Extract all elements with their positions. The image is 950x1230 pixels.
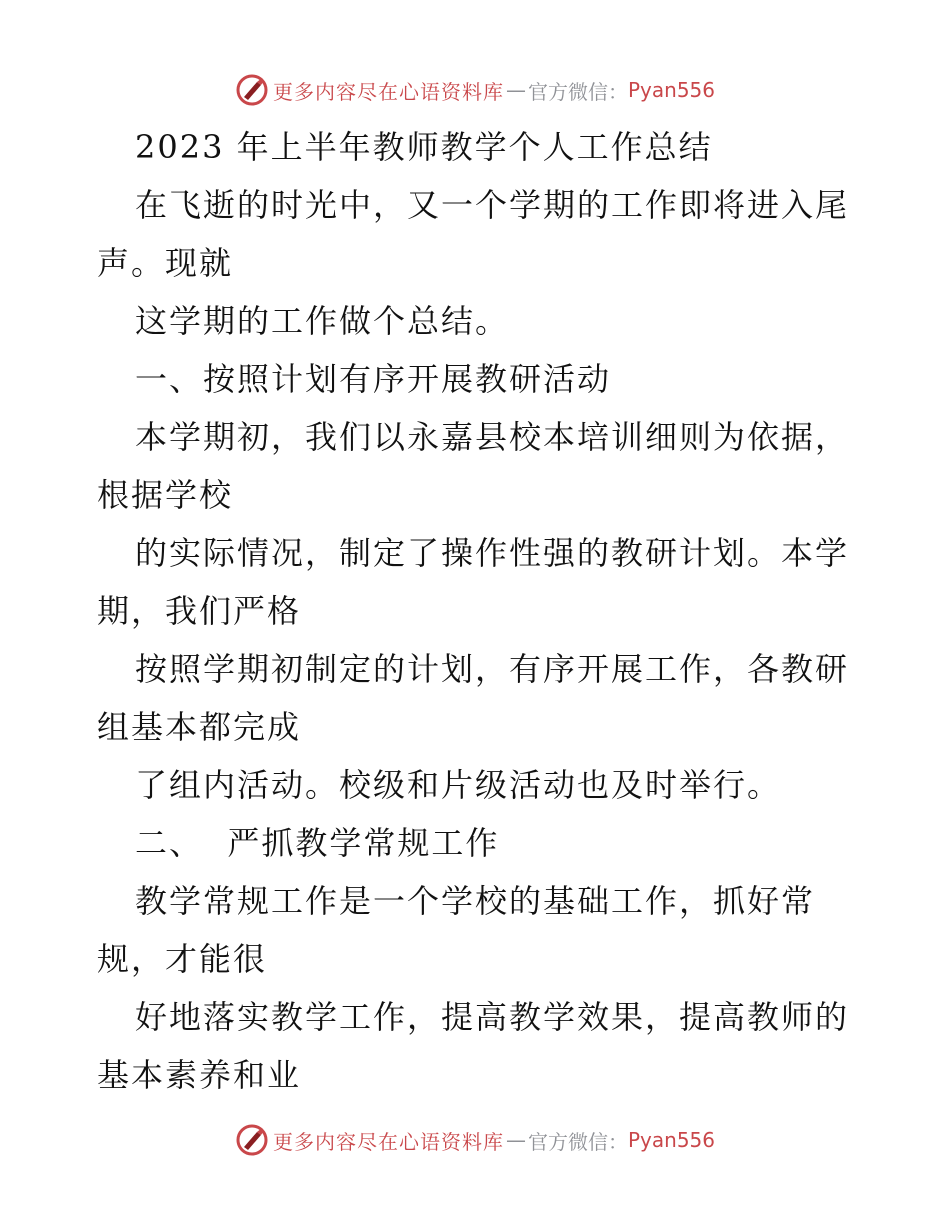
header-separator: —: [505, 78, 526, 102]
footer-separator: —: [505, 1128, 526, 1152]
document-body: [97, 118, 857, 1104]
footer-wechat-id: Pyan556: [627, 1128, 715, 1152]
body-line: 按照学期初制定的计划，有序开展工作，各教研: [135, 650, 850, 688]
header-wechat-label: 官方微信：: [527, 79, 628, 104]
body-line: 本学期初，我们以永嘉县校本培训细则为依据，: [135, 418, 850, 456]
header-brand-text: 更多内容尽在心语资料库: [272, 79, 504, 104]
footer-brand-text: 更多内容尽在心语资料库: [272, 1129, 504, 1154]
body-line: 期，我们严格: [97, 592, 302, 630]
body-line: 根据学校: [97, 476, 234, 514]
header-banner: [0, 70, 950, 110]
section-heading-1: 一、按照计划有序开展教研活动: [135, 360, 612, 398]
footer-banner: [0, 1120, 950, 1160]
section-heading-2: 二、 严抓教学常规工作: [135, 824, 500, 862]
brand-logo-icon: [235, 1123, 269, 1157]
brand-logo-icon: [235, 73, 269, 107]
body-line: 这学期的工作做个总结。: [135, 302, 510, 340]
body-line: 的实际情况，制定了操作性强的教研计划。本学: [135, 534, 850, 572]
document-title: 2023 年上半年教师教学个人工作总结: [135, 128, 713, 166]
body-line: 了组内活动。校级和片级活动也及时举行。: [135, 766, 782, 804]
body-line: 基本素养和业: [97, 1056, 302, 1094]
body-line: 在飞逝的时光中，又一个学期的工作即将进入尾: [135, 186, 850, 224]
body-line: 好地落实教学工作，提高教学效果，提高教师的: [135, 998, 850, 1036]
footer-wechat-label: 官方微信：: [527, 1129, 628, 1154]
header-wechat-id: Pyan556: [627, 78, 715, 102]
body-line: 组基本都完成: [97, 708, 302, 746]
body-line: 规，才能很: [97, 940, 268, 978]
body-line: 教学常规工作是一个学校的基础工作，抓好常: [135, 882, 816, 920]
body-line: 声。现就: [97, 244, 234, 282]
